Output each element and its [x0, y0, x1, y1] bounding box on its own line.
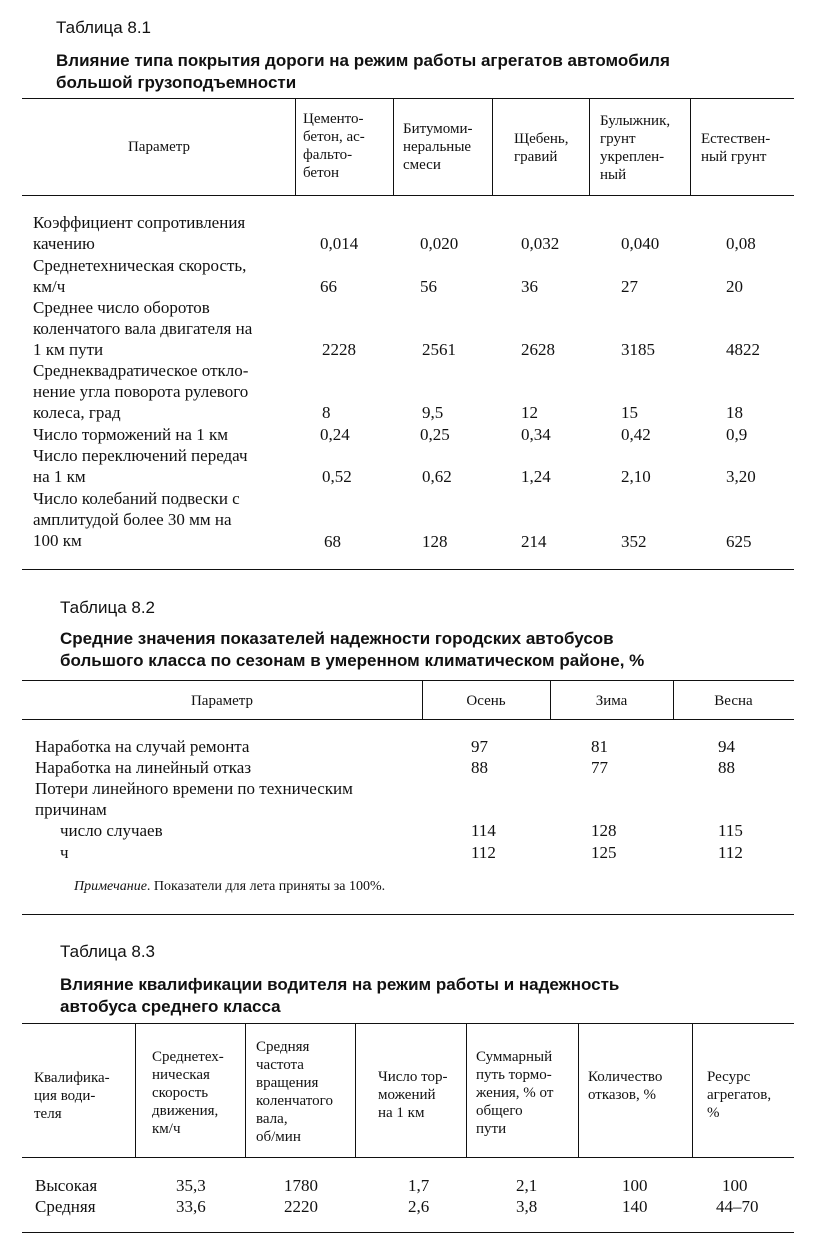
table-cell: 15 [621, 403, 638, 422]
table-cell: 2,10 [621, 467, 651, 486]
table-cell: 1,7 [408, 1176, 430, 1195]
column-header: Цементо- бетон, ас- фальто- бетон [303, 111, 365, 181]
table-cell: 81 [591, 737, 608, 756]
column-header: Ресурс агрегатов, % [707, 1069, 772, 1121]
table-cell: 3,8 [516, 1197, 538, 1216]
table-cell: 56 [420, 277, 437, 296]
note-text: . Показатели для лета приняты за 100%. [146, 879, 386, 894]
column-header: Параметр [127, 139, 191, 155]
table-cell: 94 [718, 737, 735, 756]
column-header: Квалифика- ция води- теля [34, 1070, 110, 1122]
table-cell: 1780 [284, 1176, 318, 1195]
table-cell: 8 [322, 403, 331, 422]
column-header: Суммарный путь тормо- жения, % от общего пути [476, 1049, 554, 1137]
table-cell: 4822 [726, 340, 760, 359]
row-label: Наработка на случай ремонта [35, 737, 250, 756]
table-title [56, 50, 670, 94]
table-cell: 88 [471, 758, 488, 777]
row-label: Среднетехническая скорость, км/ч [33, 256, 247, 296]
table-cell: 0,020 [420, 234, 459, 253]
table-cell: 2628 [521, 340, 555, 359]
table-cell: 77 [591, 758, 608, 777]
row-label: Среднее число оборотов коленчатого вала двигателя на 1 км пути [33, 298, 253, 359]
column-header: Средняя частота вращения коленчатого вала, об/мин [256, 1039, 333, 1145]
table-cell: 33,6 [176, 1197, 206, 1216]
table-cell: 2561 [422, 340, 456, 359]
table-cell: 0,08 [726, 234, 756, 253]
column-divider [690, 99, 691, 195]
table-cell: 0,014 [320, 234, 359, 253]
table-caption: Таблица 8.1 [56, 18, 152, 37]
column-header: Параметр [190, 693, 254, 709]
table-cell: 128 [591, 821, 617, 840]
table-cell: 0,040 [621, 234, 660, 253]
row-label: Средняя [35, 1197, 96, 1216]
column-divider [578, 1024, 579, 1157]
table-cell: 0,25 [420, 425, 450, 444]
row-label: число случаев [60, 821, 163, 840]
table-cell: 100 [722, 1176, 748, 1195]
table-cell: 12 [521, 403, 538, 422]
table-title-line: большой грузоподъемности [56, 73, 297, 92]
row-label: Потери линейного времени по техническим [35, 779, 353, 798]
table-title-line: Средние значения показателей надежности городских автобусов [60, 629, 614, 648]
table-title-line: Влияние квалификации водителя на режим работы и надежность [60, 975, 620, 994]
column-header: Щебень, гравий [514, 131, 569, 165]
column-header: Количество отказов, % [588, 1069, 663, 1103]
table-cell: 2220 [284, 1197, 318, 1216]
table-cell: 36 [521, 277, 538, 296]
column-header: Зима [595, 693, 628, 709]
table-title [60, 628, 644, 672]
column-divider [492, 99, 493, 195]
table-rule [22, 914, 794, 915]
table-cell: 114 [471, 821, 496, 840]
table-title-line: Влияние типа покрытия дороги на режим работы агрегатов автомобиля [56, 51, 670, 70]
table-cell: 100 [622, 1176, 648, 1195]
table-cell: 3,20 [726, 467, 756, 486]
table-cell: 0,62 [422, 467, 452, 486]
table-cell: 128 [422, 532, 448, 551]
column-header: Осень [466, 693, 506, 709]
table-cell: 625 [726, 532, 752, 551]
row-label: Высокая [35, 1176, 98, 1195]
table-cell: 125 [591, 843, 617, 862]
column-header: Весна [714, 693, 753, 709]
table-rule [22, 1232, 794, 1233]
column-divider [589, 99, 590, 195]
table-cell: 44–70 [716, 1197, 759, 1216]
table-cell: 97 [471, 737, 488, 756]
table-title [60, 974, 619, 1018]
column-divider [393, 99, 394, 195]
table-cell: 0,9 [726, 425, 748, 444]
table-cell: 2,6 [408, 1197, 430, 1216]
table-cell: 20 [726, 277, 743, 296]
table-note [74, 879, 385, 895]
table-cell: 68 [324, 532, 341, 551]
table-cell: 18 [726, 403, 743, 422]
table-rule [22, 1157, 794, 1158]
table-cell: 0,42 [621, 425, 651, 444]
table-cell: 9,5 [422, 403, 444, 422]
table-cell: 0,24 [320, 425, 350, 444]
row-label: Число торможений на 1 км [33, 425, 228, 444]
table-rule [22, 680, 794, 681]
column-divider [692, 1024, 693, 1157]
row-label: Среднеквадратическое откло- нение угла поворота рулевого колеса, град [33, 361, 249, 422]
column-divider [135, 1024, 136, 1157]
table-rule [22, 195, 794, 196]
column-header: Булыжник, грунт укреплен- ный [600, 113, 671, 183]
table-cell: 3185 [621, 340, 655, 359]
column-divider [295, 99, 296, 195]
table-cell: 0,34 [521, 425, 551, 444]
column-header: Битумоми- неральные смеси [403, 121, 473, 173]
row-label: Число переключений передач на 1 км [33, 446, 248, 486]
column-divider [245, 1024, 246, 1157]
table-title-line: большого класса по сезонам в умеренном климатическом районе, % [60, 651, 645, 670]
table-cell: 0,52 [322, 467, 352, 486]
column-header: Число тор- можений на 1 км [378, 1069, 448, 1121]
table-cell: 1,24 [521, 467, 551, 486]
note-prefix: Примечание [74, 879, 147, 894]
row-label: Коэффициент сопротивления качению [33, 213, 246, 253]
table-cell: 115 [718, 821, 743, 840]
column-header: Естествен- ный грунт [701, 131, 771, 165]
table-cell: 2,1 [516, 1176, 538, 1195]
table-rule [22, 98, 794, 99]
table-cell: 112 [718, 843, 743, 862]
table-rule [22, 1023, 794, 1024]
table-cell: 352 [621, 532, 647, 551]
table-cell: 2228 [322, 340, 356, 359]
table-cell: 0,032 [521, 234, 560, 253]
table-cell: 66 [320, 277, 337, 296]
table-rule [22, 719, 794, 720]
table-cell: 88 [718, 758, 735, 777]
table-title-line: автобуса среднего класса [60, 997, 281, 1016]
table-rule [22, 569, 794, 570]
row-label: ч [60, 843, 69, 862]
table-caption: Таблица 8.3 [60, 942, 156, 961]
table-cell: 140 [622, 1197, 648, 1216]
column-header: Среднетех- ническая скорость движения, км/ч [152, 1049, 224, 1137]
table-cell: 112 [471, 843, 496, 862]
row-label: причинам [35, 800, 107, 819]
row-label: Число колебаний подвески с амплитудой более 30 мм на 100 км [33, 489, 240, 550]
table-caption: Таблица 8.2 [60, 598, 156, 617]
table-cell: 27 [621, 277, 638, 296]
table-cell: 214 [521, 532, 547, 551]
table-cell: 35,3 [176, 1176, 206, 1195]
column-divider [355, 1024, 356, 1157]
column-divider [466, 1024, 467, 1157]
row-label: Наработка на линейный отказ [35, 758, 252, 777]
